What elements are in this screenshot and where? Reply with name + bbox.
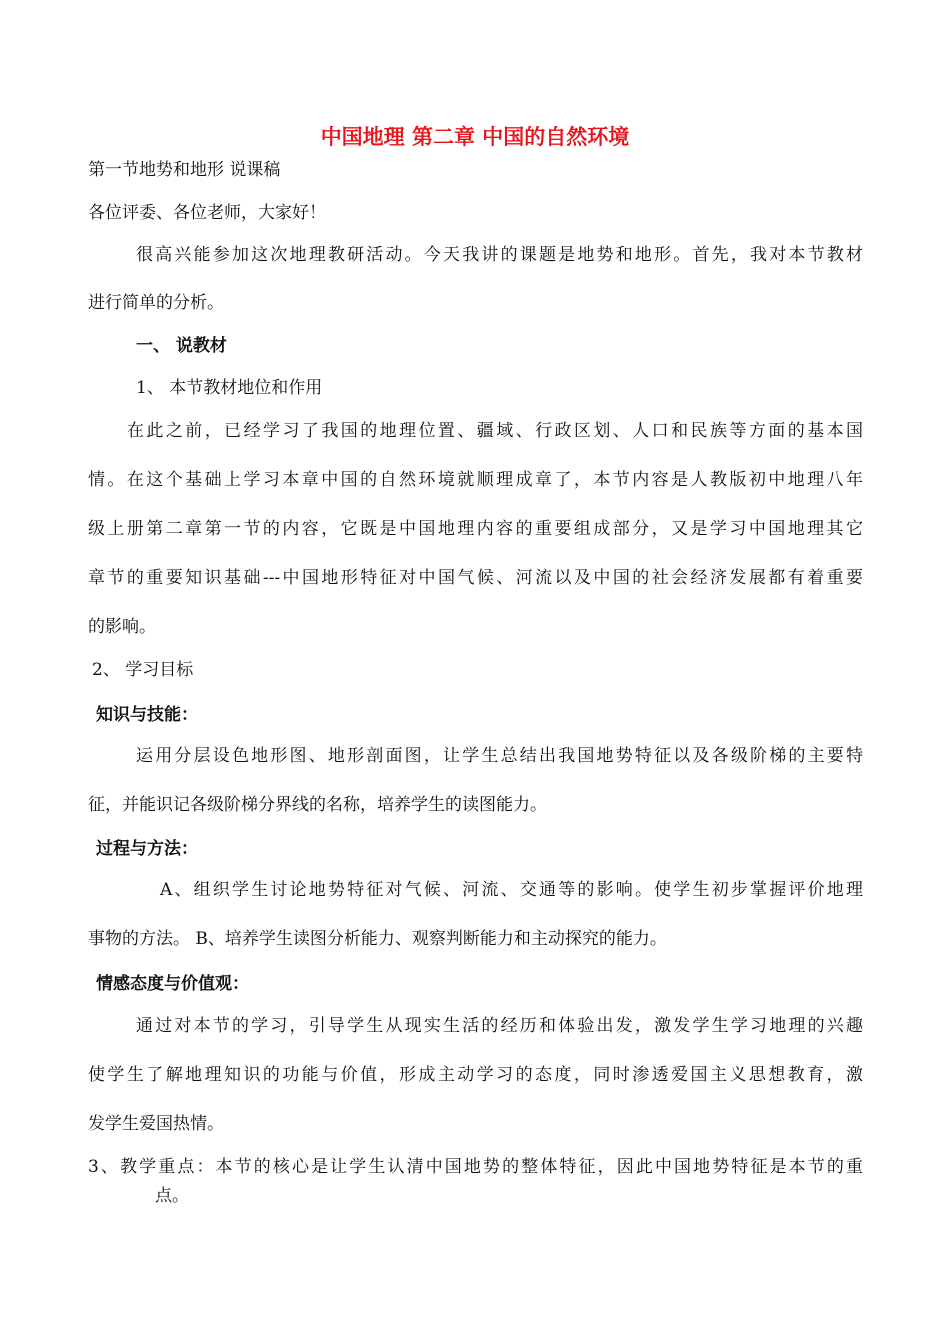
- subtitle: 第一节地势和地形 说课稿: [88, 160, 281, 180]
- item1-line-4: 章节的重要知识基础---中国地形特征对中国气候、河流以及中国的社会经济发展都有着重要: [88, 568, 863, 588]
- knowledge-line-1: 运用分层设色地形图、地形剖面图，让学生总结出我国地势特征以及各级阶梯的主要特: [136, 746, 863, 766]
- item1-line-3: 级上册第二章第一节的内容，它既是中国地理内容的重要组成部分，又是学习中国地理其它: [88, 519, 863, 539]
- item1-line-5: 的影响。: [88, 617, 156, 637]
- knowledge-heading: 知识与技能：: [96, 705, 198, 725]
- item3-line-2: 点。: [155, 1186, 189, 1206]
- emotion-line-1: 通过对本节的学习，引导学生从现实生活的经历和体验出发，激发学生学习地理的兴趣: [136, 1016, 863, 1036]
- emotion-heading: 情感态度与价值观：: [96, 974, 249, 994]
- item3-line-1: 3、教学重点：本节的核心是让学生认清中国地势的整体特征，因此中国地势特征是本节的重: [88, 1157, 863, 1177]
- process-line-1: A、组织学生讨论地势特征对气候、河流、交通等的影响。使学生初步掌握评价地理: [160, 880, 863, 900]
- item2-heading: 2、 学习目标: [92, 660, 194, 680]
- intro-line-2: 进行简单的分析。: [88, 293, 224, 313]
- section1-heading: 一、 说教材: [136, 336, 227, 356]
- item1-heading: 1、 本节教材地位和作用: [136, 378, 323, 398]
- process-line-2: 事物的方法。 B、培养学生读图分析能力、观察判断能力和主动探究的能力。: [88, 929, 667, 949]
- emotion-line-3: 发学生爱国热情。: [88, 1114, 224, 1134]
- document-title: 中国地理 第二章 中国的自然环境: [320, 125, 630, 149]
- emotion-line-2: 使学生了解地理知识的功能与价值，形成主动学习的态度，同时渗透爱国主义思想教育，激: [88, 1065, 863, 1085]
- greeting: 各位评委、各位老师，大家好！: [88, 203, 326, 223]
- process-heading: 过程与方法：: [96, 839, 198, 859]
- item1-line-2: 情。在这个基础上学习本章中国的自然环境就顺理成章了，本节内容是人教版初中地理八年: [88, 470, 863, 490]
- item1-line-1: 在此之前，已经学习了我国的地理位置、疆域、行政区划、人口和民族等方面的基本国: [127, 421, 863, 441]
- intro-line-1: 很高兴能参加这次地理教研活动。今天我讲的课题是地势和地形。首先，我对本节教材: [136, 245, 863, 265]
- knowledge-line-2: 征，并能识记各级阶梯分界线的名称，培养学生的读图能力。: [88, 795, 547, 815]
